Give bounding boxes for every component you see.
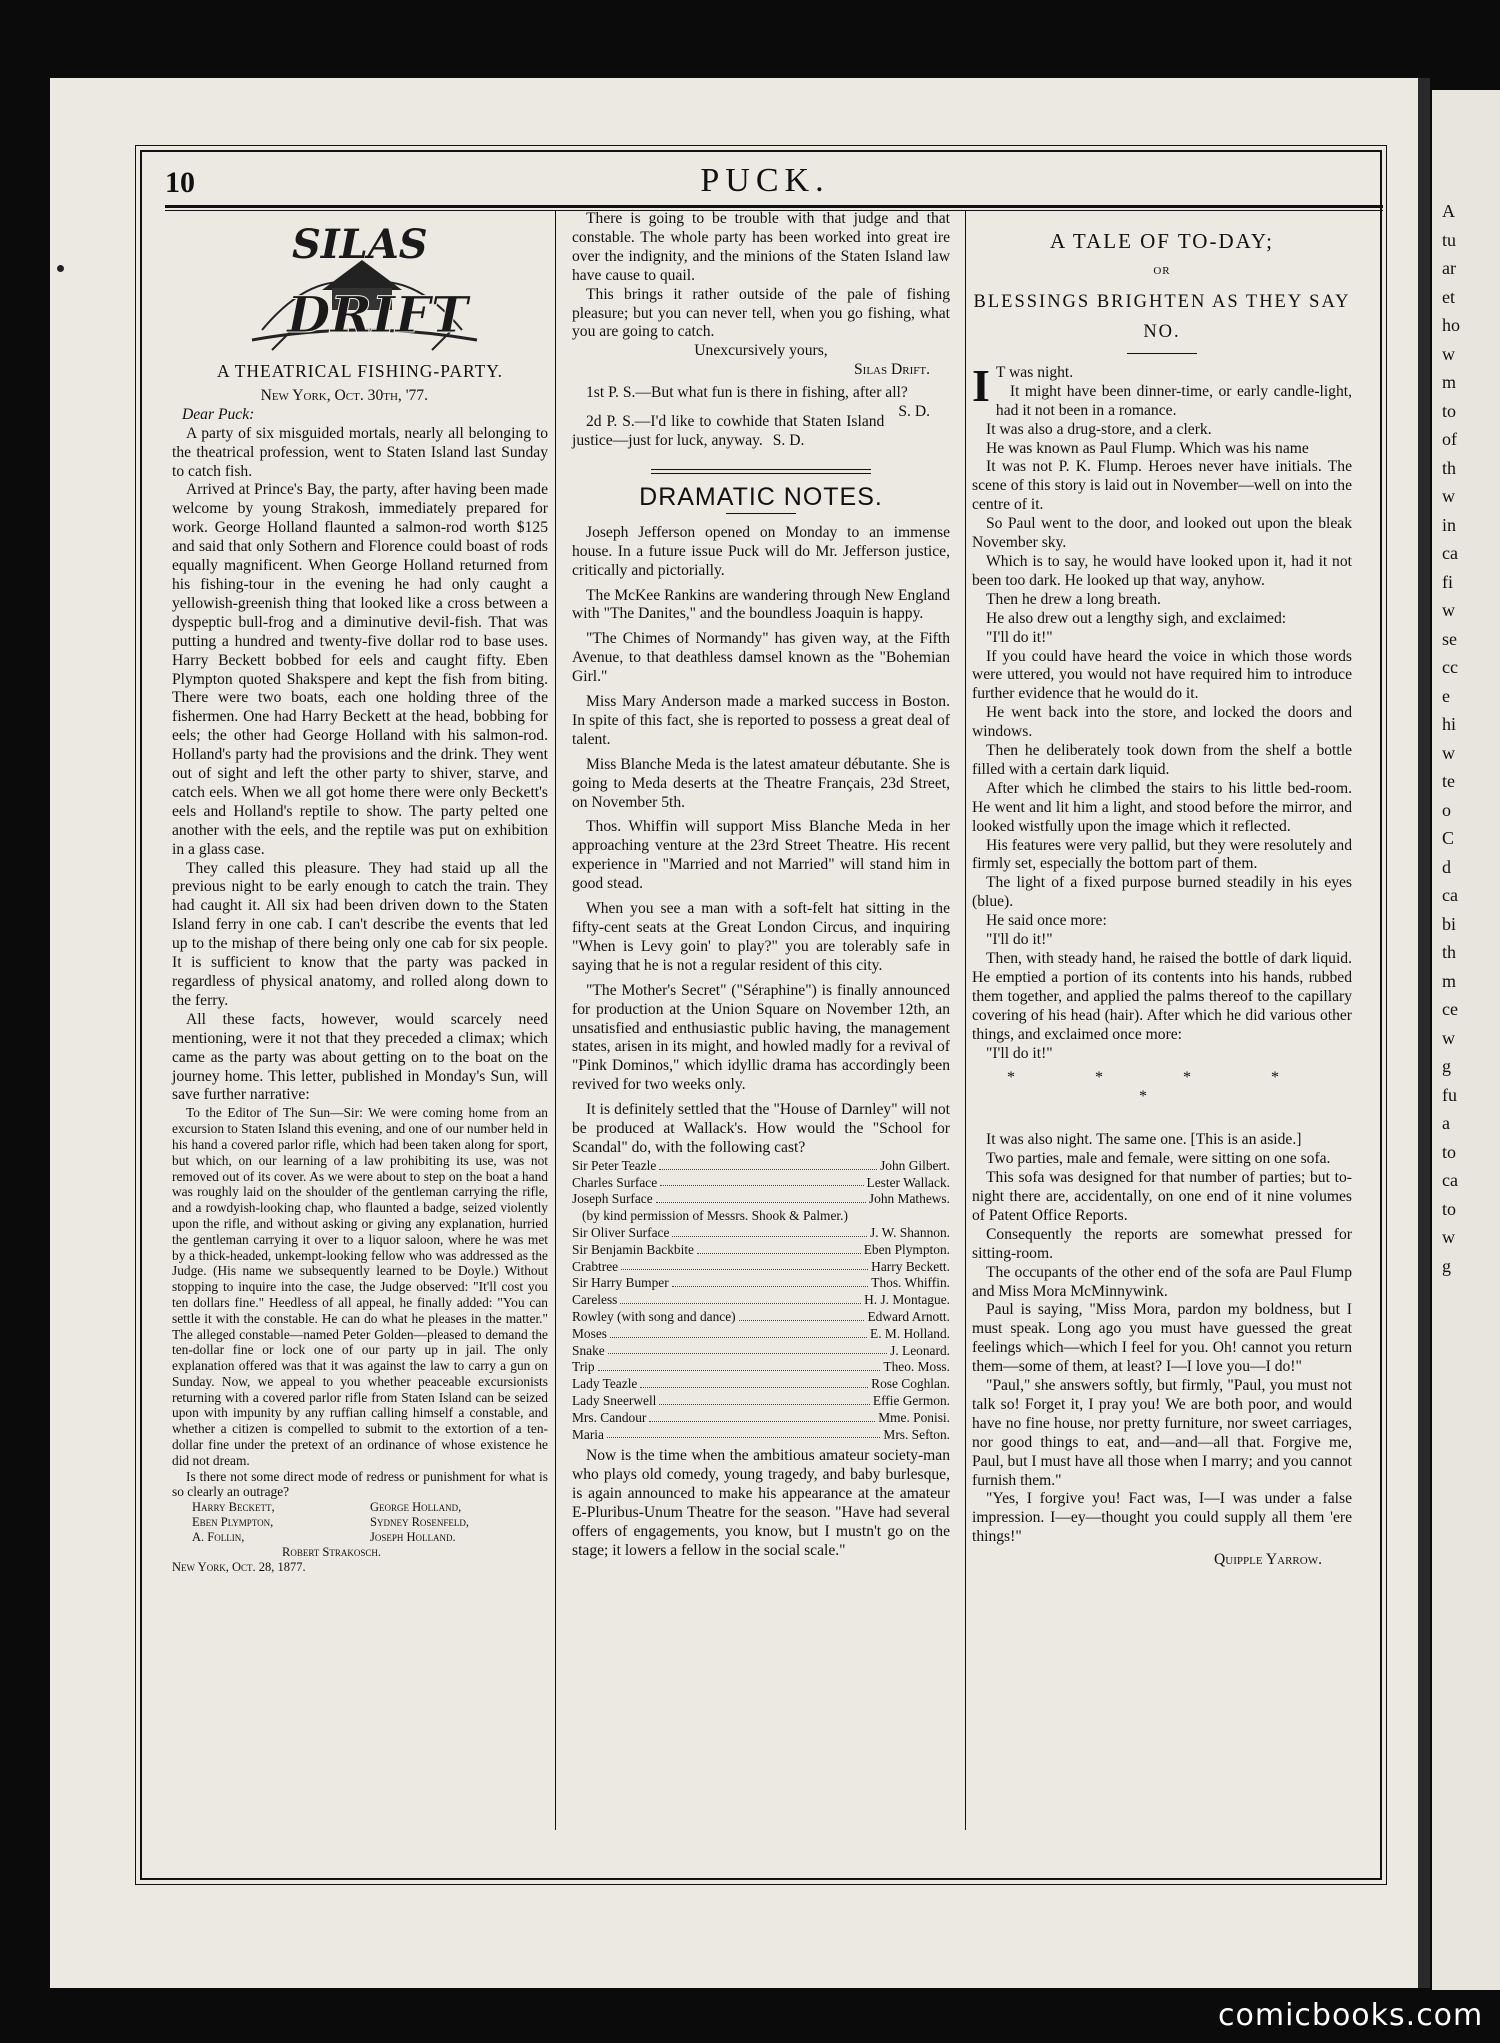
letter-dateline: New York, Oct. 28, 1877. xyxy=(172,1560,306,1575)
cast-actor: E. M. Holland. xyxy=(870,1325,950,1341)
leader-dots xyxy=(672,1275,869,1287)
leader-dots xyxy=(649,1410,875,1422)
story-paragraph: So Paul went to the door, and looked out upon the bleak November sky. xyxy=(972,515,1352,552)
note: Thos. Whiffin will support Miss Blanche Meda in her approaching venture at the 23rd Street Theatre. His recent experience in "Married and not Married" will stand him in good stead. xyxy=(572,818,950,893)
masthead-title: PUCK. xyxy=(700,162,830,199)
cast-actor: Mrs. Sefton. xyxy=(883,1426,950,1442)
article-headline: A THEATRICAL FISHING-PARTY. xyxy=(216,361,504,381)
adjacent-page-fragment: m xyxy=(1442,970,1457,991)
cast-actor: John Mathews. xyxy=(868,1191,950,1207)
story-paragraph: Two parties, male and female, were sitting on one sofa. xyxy=(986,1150,1331,1168)
cast-actor: J. Leonard. xyxy=(890,1342,950,1358)
adjacent-page-fragment: ar xyxy=(1442,258,1456,278)
story-paragraph: It might have been dinner-time, or early candle-light, had it not been in a romance. xyxy=(995,382,1352,419)
adjacent-page-fragment: w xyxy=(1442,600,1455,620)
story-paragraph: He also drew out a lengthy sigh, and exclaimed: xyxy=(986,609,1287,627)
note: Miss Mary Anderson made a marked success in Boston. In spite of this fact, she is reported to possess a great deal of talent. xyxy=(572,693,950,748)
binding-gutter xyxy=(1418,78,1430,1988)
adjacent-page-fragment: w xyxy=(1442,1027,1455,1048)
story-paragraph: He said once more: xyxy=(986,912,1107,930)
paragraph: Arrived at Prince's Bay, the party, after having been made welcome by young Strakosh, immediately prepared for work. George Holland flaunted a salmon-rod worth $125 and said that only Sothern and Florence could boast of rods equally magnificent. When George Holland returned from his fishing-tour in the evening he had only caught a yellowish-greenish thing that looked like a cross between a dyspeptic bull-frog and a diminutive devil-fish. That was putting a hundred and twenty-five dollar rod to base uses. Harry Beckett bobbed for eels and caught fifty. Eben Plympton quoted Shakspere and kept the fish from biting. There were two boats, each one holding three of the fishermen. One had Harry Beckett at the head, bobbing for eels; the other had George Holland with his salmon-rod. Holland's party had the provisions and the drink. They went out of sight and left the other party to shiver, starve, and catch eels. When we all got home there were only Beckett's eels and Holland's reptile to show. The party pelted one another with the eels, and the reptile was put on exhibition in a glass case. xyxy=(172,481,548,858)
story-part-1 xyxy=(972,383,1352,1064)
adjacent-page-fragment: w xyxy=(1442,742,1455,763)
story-paragraph: He was known as Paul Flump. Which was his name xyxy=(986,439,1309,457)
adjacent-page-fragment: o xyxy=(1442,799,1451,820)
watermark: comicbooks.com xyxy=(1218,1998,1484,2033)
leader-dots xyxy=(608,1343,887,1355)
cast-row xyxy=(572,1275,950,1292)
cast-row xyxy=(572,1175,950,1192)
adjacent-page-fragment: w xyxy=(1442,343,1455,364)
adjacent-page-fragment: e xyxy=(1442,685,1450,706)
quoted-letter xyxy=(172,1105,548,1500)
leader-dots xyxy=(659,1158,877,1170)
logo-word-2: DRIFT xyxy=(287,285,469,344)
cast-row xyxy=(572,1309,950,1326)
adjacent-page-fragment: et xyxy=(1442,286,1455,307)
leader-dots xyxy=(697,1242,861,1254)
page-number: 10 xyxy=(165,166,195,199)
story-paragraph: The light of a fixed purpose burned steadily in his eyes (blue). xyxy=(972,874,1352,911)
leader-dots xyxy=(660,1175,863,1187)
silas-drift-logo xyxy=(172,210,548,358)
logo-word-1: SILAS xyxy=(292,221,428,268)
heading-rule xyxy=(1127,353,1197,354)
letter-paragraph: Is there not some direct mode of redress or punishment for what is so clearly an outrage? xyxy=(172,1468,548,1500)
signatory: George Holland, xyxy=(370,1500,462,1515)
adjacent-page-fragment: fi xyxy=(1442,571,1453,592)
adjacent-page-fragment: te xyxy=(1442,771,1455,791)
cast-list xyxy=(572,1158,950,1444)
paragraph: There is going to be trouble with that judge and that constable. The whole party has been worked into great ire over the indignity, and the minions of the Staten Island law have cause to quail. xyxy=(572,210,950,284)
column-rule-2 xyxy=(965,210,966,1830)
paragraph: A party of six misguided mortals, nearly all belonging to the theatrical profession, went to Staten Island last Sunday to catch fish. xyxy=(172,424,548,480)
adjacent-page-fragment: hi xyxy=(1442,714,1457,734)
closing: Unexcursively yours, xyxy=(694,342,828,360)
cast-role: Lady Teazle xyxy=(572,1376,638,1392)
signatory: Eben Plympton, xyxy=(192,1515,274,1530)
story-paragraph: Then, with steady hand, he raised the bottle of dark liquid. He emptied a portion of its contents into his hands, rubbed them together, and applied the palms thereof to the capillary covering of his head (hair). After which he did various other things, and exclaimed once more: xyxy=(972,950,1352,1043)
section-heading: DRAMATIC NOTES. xyxy=(639,482,883,511)
cast-role: Sir Benjamin Backbite xyxy=(572,1241,694,1257)
story-paragraph: Which is to say, he would have looked upon it, had it not been too dark. He looked up that way, anyhow. xyxy=(972,552,1352,589)
cast-role: Joseph Surface xyxy=(572,1191,653,1207)
adjacent-page-fragment: ho xyxy=(1442,315,1460,335)
leader-dots xyxy=(598,1359,881,1371)
cast-row xyxy=(572,1158,950,1175)
letter-paragraph: To the Editor of The Sun—Sir: We were coming home from an excursion to Staten Island this evening, and one of our number held in his hand a covered parlor rifle, which had been taken along for sport, but which, on our learning of a law prohibiting its use, was not removed out of its cover. As we were about to step on the boat a hand was roughly laid on the shoulder of the gentleman carrying the rifle, and a rowdyish-looking chap, who flaunted a badge, seized violently upon the rifle, and without asking or giving any explanation, hurried the gentleman carrying it over to a liquor saloon, where he was met by a thick-headed, unkempt-looking fellow who was addressed as the Judge. (His name we subsequently learned to be Doyle.) Without stopping to inquire into the case, the Judge observed: "It'll cost you ten dollars fine." Heedless of all appeal, he finally added: "You can settle it with the constable. He can do what he pleases in the matter." The alleged constable—named Peter Golden—pleased to demand the ten-dollar fine or lock one of our party up in jail. The only explanation offered was that it was against the law to carry a gun on Sunday. Now, we appeal to you whether peaceable excursionists returning with a covered parlor rifle from Staten Island can be seized upon with impunity by any ruffian calling himself a constable, and whether a citizen is compelled to submit to the extortion of a ten-dollar fine under the pretext of an ordinance of whose existence he did not dream. xyxy=(172,1105,548,1468)
adjacent-page-fragment: m xyxy=(1442,372,1457,392)
cast-actor: Rose Coghlan. xyxy=(871,1376,950,1392)
adjacent-page-fragment: in xyxy=(1442,514,1457,535)
adjacent-page-fragment: w xyxy=(1442,1227,1455,1247)
leader-dots xyxy=(739,1309,865,1321)
drop-cap: I xyxy=(972,359,990,411)
adjacent-page-fragment: tu xyxy=(1442,229,1457,250)
story-paragraph: Consequently the reports are somewhat pressed for sitting-room. xyxy=(972,1225,1352,1262)
cast-actor: Harry Beckett. xyxy=(871,1258,950,1274)
cast-row xyxy=(572,1359,950,1376)
adjacent-page-fragment: se xyxy=(1442,628,1457,649)
story-paragraph: After which he climbed the stairs to his little bed-room. He went and lit him a light, and stood before the mirror, and looked wistfully upon the image which it reflected. xyxy=(972,779,1352,835)
story-paragraph: "I'll do it!" xyxy=(986,1044,1053,1062)
leader-dots xyxy=(659,1393,869,1405)
signatory-last: Robert Strakosch. xyxy=(282,1545,382,1560)
story-paragraph: Paul is saying, "Miss Mora, pardon my boldness, but I must speak. Long ago you must have guessed the great feelings which—which I feel for you. Oh! cannot you return them—some of them, at least? I—I love you—I do!" xyxy=(972,1301,1352,1376)
note: Miss Blanche Meda is the latest amateur débutante. She is going to Meda deserts at the Theatre Français, 23d Street, on November 5th. xyxy=(572,755,950,811)
cast-role: Trip xyxy=(572,1359,595,1375)
adjacent-page-fragment: of xyxy=(1442,429,1457,449)
story-part-2 xyxy=(972,1131,1352,1547)
heading-rule xyxy=(726,513,796,514)
adjacent-page-fragment: g xyxy=(1442,1056,1451,1076)
signatory: Harry Beckett, xyxy=(192,1500,275,1515)
note: "The Mother's Secret" ("Séraphine") is finally announced for production at the Union Square on November 12th, an unsatisfied and enthusiastic public having, the management states, arisen in its might, and howled madly for a revival of "Pink Dominos," which idyllic drama has accordingly been revived for two weeks only. xyxy=(572,981,950,1094)
cast-role: Snake xyxy=(572,1342,605,1358)
cast-role: Sir Oliver Surface xyxy=(572,1225,670,1241)
cast-role: Lady Sneerwell xyxy=(572,1393,657,1409)
cast-row xyxy=(572,1393,950,1410)
signatory: Sydney Rosenfeld, xyxy=(370,1515,470,1530)
paragraph: This brings it rather outside of the pale of fishing pleasure; but you can never tell, when you go fishing, what you are going to catch. xyxy=(572,285,950,341)
salutation: Dear Puck: xyxy=(182,405,255,423)
adjacent-page-fragment: to xyxy=(1442,400,1457,421)
cast-role: Careless xyxy=(572,1292,618,1308)
adjacent-page-fragment: to xyxy=(1442,1198,1457,1219)
scan-speck xyxy=(57,265,64,272)
adjacent-page-fragment: a xyxy=(1442,1113,1450,1133)
note: When you see a man with a soft-felt hat sitting in the fifty-cent seats at the Great London Circus, and inquiring "When is Levy goin' to play?" you are tolerably safe in saying that he is not a regular resident of this city. xyxy=(572,900,950,974)
first-line: T was night. xyxy=(995,363,1074,381)
cast-actor: Lester Wallack. xyxy=(866,1174,950,1190)
cast-actor: Theo. Moss. xyxy=(883,1359,950,1375)
page-header xyxy=(165,160,1365,200)
adjacent-page-fragment: ca xyxy=(1442,543,1458,563)
story-paragraph: "I'll do it!" xyxy=(986,628,1053,646)
cast-actor: Mme. Ponisi. xyxy=(878,1409,950,1425)
story-paragraph: If you could have heard the voice in which those words were uttered, you would not have required him to introduce further evidence that he would do it. xyxy=(972,647,1352,703)
story-subtitle: BLESSINGS BRIGHTEN AS THEY SAY NO. xyxy=(973,291,1351,342)
cast-row xyxy=(572,1191,950,1208)
adjacent-page-fragment: to xyxy=(1442,1141,1457,1162)
column-rule-1 xyxy=(555,210,556,1830)
adjacent-page-fragment: cc xyxy=(1442,657,1458,677)
adjacent-page-fragment: A xyxy=(1442,201,1455,221)
cast-role: Sir Peter Teazle xyxy=(572,1157,657,1173)
adjacent-page-fragment: bi xyxy=(1442,913,1457,934)
leader-dots xyxy=(621,1259,868,1271)
cast-role: Crabtree xyxy=(572,1258,619,1274)
note: Now is the time when the ambitious amateur society-man who plays old comedy, young tragedy, and baby burlesque, is again announced to make his appearance at the amateur E-Pluribus-Unum Theatre for the season. "Have had several offers of engagements, you know, but I mustn't go on the stage; it lowers a fellow in the social scale." xyxy=(572,1447,950,1559)
story-paragraph: Then he deliberately took down from the shelf a bottle filled with a certain dark liquid. xyxy=(972,742,1352,778)
sketch-illustration xyxy=(232,210,492,358)
cast-actor: Thos. Whiffin. xyxy=(871,1275,950,1291)
story-paragraph: "I'll do it!" xyxy=(986,931,1053,949)
signature: Silas Drift. xyxy=(853,361,930,379)
cast-row xyxy=(572,1326,950,1343)
adjacent-page-fragment: w xyxy=(1442,486,1455,506)
cast-note: (by kind permission of Messrs. Shook & Palmer.) xyxy=(582,1208,848,1224)
story-title: A TALE OF TO-DAY; xyxy=(1050,229,1274,253)
cast-role: Sir Harry Bumper xyxy=(572,1275,669,1291)
adjacent-page-fragment: d xyxy=(1442,856,1451,877)
leader-dots xyxy=(672,1225,867,1237)
note: "The Chimes of Normandy" has given way, at the Fifth Avenue, to that deathless damsel known as the "Bohemian Girl." xyxy=(572,630,950,686)
story-paragraph: It was also a drug-store, and a clerk. xyxy=(986,420,1212,438)
adjacent-page-fragment: fu xyxy=(1442,1084,1457,1105)
cast-row xyxy=(572,1292,950,1309)
adjacent-page-fragment: C xyxy=(1442,828,1455,848)
cast-role: Rowley (with song and dance) xyxy=(572,1309,736,1325)
cast-actor: Effie Germon. xyxy=(872,1393,950,1409)
story-paragraph: "Paul," she answers softly, but firmly, "Paul, you must not talk so! Forget it, I pray you! We are both poor, and would have no fine house, nor pretty furniture, nor sweet carriages, nor good things to eat, and—and—all that. Forgive me, Paul, but I must have all those when I marry; and you cannot furnish them." xyxy=(972,1377,1352,1489)
paragraph: They called this pleasure. They had staid up all the previous night to be early enough to catch the train. They had caught it. All six had been driven down to the Staten Island ferry in one cab. I can't describe the events that led up to the mishap of there being only one cab for six people. It is sufficient to know that the party was packed in regardless of physical anatomy, and rolled along down to the ferry. xyxy=(172,859,548,1009)
signatory: A. Follin, xyxy=(192,1530,245,1545)
postscript-1 xyxy=(572,384,950,421)
adjacent-page-fragment: ce xyxy=(1442,999,1458,1019)
adjacent-page-fragment: ca xyxy=(1442,1170,1458,1190)
cast-actor: Edward Arnott. xyxy=(867,1309,950,1325)
leader-dots xyxy=(620,1292,861,1304)
adjacent-page-fragment: th xyxy=(1442,942,1457,962)
cast-actor: J. W. Shannon. xyxy=(870,1225,950,1241)
paragraph: All these facts, however, would scarcely need mentioning, were it not that they preceded a climax; which came as the party was about getting on to the boat on the journey home. This letter, published in Monday's Sun, will save further narrative: xyxy=(172,1010,548,1104)
cast-role: Moses xyxy=(572,1325,607,1341)
cast-role: Charles Surface xyxy=(572,1174,658,1190)
postscript-text: 1st P. S.—But what fun is there in fishing, after all? xyxy=(586,384,908,402)
story-or: OR xyxy=(1153,265,1171,277)
cast-row xyxy=(572,1343,950,1360)
postscript-initials: S. D. xyxy=(898,403,930,421)
cast-row xyxy=(572,1259,950,1276)
story-signature: Quipple Yarrow. xyxy=(1214,1551,1322,1569)
section-break-stars: * * * * * xyxy=(1007,1069,1317,1106)
note: It is definitely settled that the "House of Darnley" will not be produced at Wallack's. How would the "School for Scandal" do, with the following cast? xyxy=(572,1101,950,1156)
column-dramatic-notes xyxy=(572,210,950,1561)
cast-role: Mrs. Candour xyxy=(572,1409,647,1425)
cast-actor: John Gilbert. xyxy=(880,1157,950,1173)
story-paragraph: It was also night. The same one. [This is an aside.] xyxy=(986,1131,1302,1149)
cast-role: Maria xyxy=(572,1426,604,1442)
story-paragraph: Then he drew a long breath. xyxy=(986,590,1161,608)
letter-signatories xyxy=(172,1500,548,1545)
story-paragraph: This sofa was designed for that number of parties; but to-night there are, accidentally, on one end of it nine volumes of Patent Office Reports. xyxy=(972,1169,1352,1224)
column-tale-of-today xyxy=(972,210,1352,1570)
section-divider xyxy=(651,469,871,474)
story-paragraph: His features were very pallid, but they were resolutely and firmly set, especially the bottom part of them. xyxy=(972,836,1352,873)
leader-dots xyxy=(656,1191,866,1203)
postscript-text: 2d P. S.—I'd like to cowhide that Staten Island justice—just for luck, anyway. xyxy=(572,413,885,449)
note: Joseph Jefferson opened on Monday to an immense house. In a future issue Puck will do Mr. Jefferson justice, critically and pictorially. xyxy=(572,523,950,579)
postscript-initials: S. D. xyxy=(772,431,805,449)
header-rule xyxy=(165,205,1383,208)
story-paragraph: "Yes, I forgive you! Fact was, I—I was under a false impression. I—ey—thought you could supply all them 'ere things!" xyxy=(972,1490,1352,1546)
cast-row xyxy=(572,1427,950,1444)
cast-row xyxy=(572,1410,950,1427)
signatory: Joseph Holland. xyxy=(370,1530,456,1545)
leader-dots xyxy=(607,1427,880,1439)
note: The McKee Rankins are wandering through New England with "The Danites," and the boundless Joaquin is happy. xyxy=(572,586,950,623)
cast-actor: H. J. Montague. xyxy=(864,1292,950,1308)
adjacent-page-fragment: g xyxy=(1442,1255,1451,1276)
leader-dots xyxy=(640,1376,868,1388)
cast-row xyxy=(572,1242,950,1259)
adjacent-page-fragment: ca xyxy=(1442,885,1458,905)
cast-actor: Eben Plympton. xyxy=(863,1241,950,1257)
adjacent-page-edge xyxy=(1432,90,1500,1990)
column-silas-drift xyxy=(172,210,548,1575)
dateline: New York, Oct. 30th, '77. xyxy=(260,386,428,404)
cast-row xyxy=(572,1376,950,1393)
story-paragraph: The occupants of the other end of the sofa are Paul Flump and Miss Mora McMinnywink. xyxy=(972,1263,1352,1300)
story-paragraph: He went back into the store, and locked the doors and windows. xyxy=(972,704,1352,741)
adjacent-page-fragment: th xyxy=(1442,457,1457,478)
story-paragraph: It was not P. K. Flump. Heroes never have initials. The scene of this story is laid out in November—well on into the centre of it. xyxy=(972,458,1352,514)
leader-dots xyxy=(610,1326,867,1338)
cast-row xyxy=(572,1225,950,1242)
